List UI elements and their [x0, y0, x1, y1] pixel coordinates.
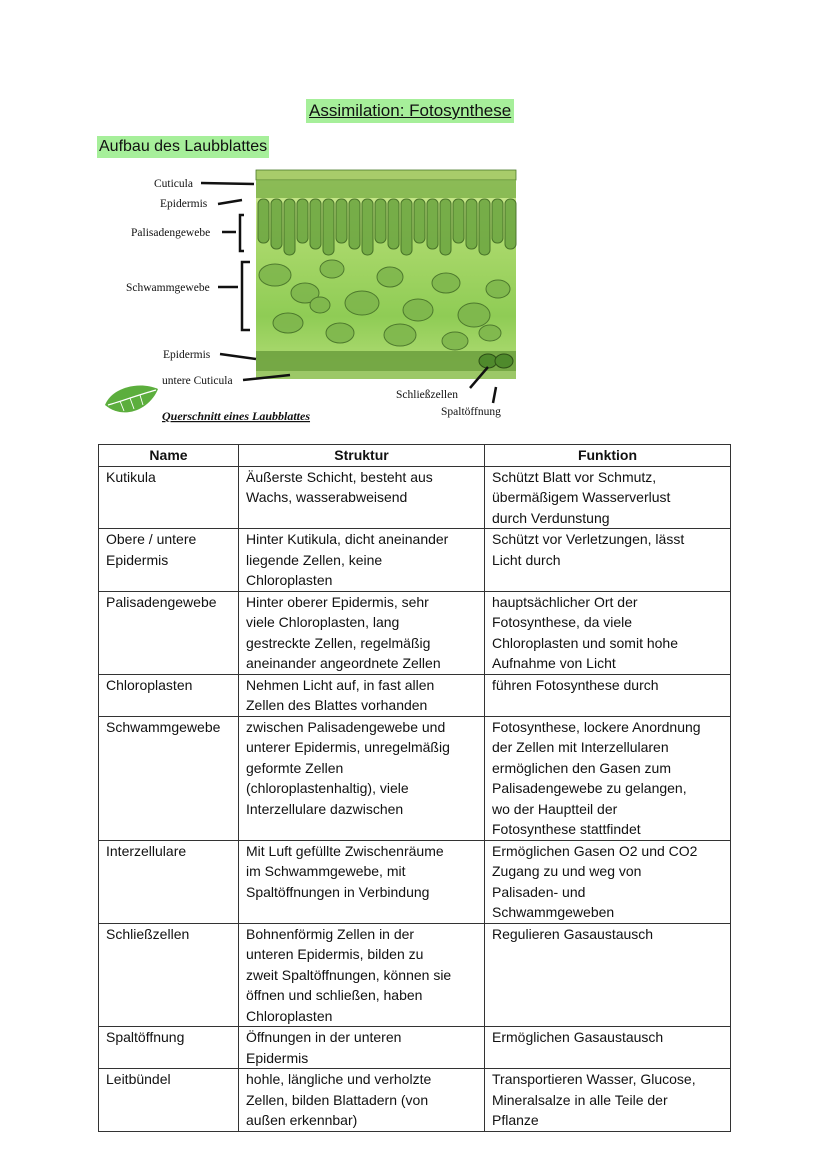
cell-line: gestreckte Zellen, regelmäßig [246, 634, 431, 651]
cell-line: Kutikula [106, 468, 156, 485]
cell-line: Zellen des Blattes vorhanden [246, 697, 428, 713]
label-cuticula: Cuticula [154, 178, 193, 190]
cell-line: Ermöglichen Gasaustausch [492, 1029, 664, 1045]
cell-line: durch Verdunstung [492, 509, 610, 526]
cell-line: Ermöglichen Gasen O2 und CO2 [492, 842, 698, 859]
cell-line: Zugang zu und weg von [492, 863, 642, 879]
cell-line: Schwammgewebe [106, 718, 221, 735]
cell-line: wo der Hauptteil der [492, 800, 618, 817]
table-row [99, 466, 731, 529]
cell-line: Fotosynthese, da viele [492, 614, 633, 630]
cell-line: Spaltöffnung [106, 1029, 185, 1045]
table-row [99, 840, 731, 923]
cell-line: unterer Epidermis, unregelmäßig [246, 739, 450, 755]
cell-struktur [239, 1069, 485, 1132]
cell-line: Chloroplasten [106, 676, 193, 693]
table-row [99, 529, 731, 592]
cell-struktur [239, 840, 485, 923]
cell-funktion [485, 1069, 731, 1132]
cell-funktion [485, 840, 731, 923]
table-row [99, 591, 731, 674]
cell-line: Obere / untere [106, 531, 197, 547]
figure-caption: Querschnitt eines Laubblattes [162, 409, 311, 423]
cell-line: Chloroplasten und somit hohe [492, 634, 679, 651]
label-lower-cuticula: untere Cuticula [162, 375, 233, 387]
cell-line: Palisadengewebe [106, 593, 217, 610]
cell-struktur [239, 674, 485, 716]
cell-funktion [485, 923, 731, 1027]
cell-line: Hinter oberer Epidermis, sehr [246, 593, 429, 610]
cell-line: Chloroplasten [246, 1007, 333, 1024]
cell-line: Interzellulare dazwischen [246, 800, 404, 817]
leaf-structure-table [98, 444, 731, 1132]
cell-line: aneinander angeordnete Zellen [246, 655, 441, 671]
cell-line: zwischen Palisadengewebe und [246, 718, 446, 735]
cell-line: Zellen, bilden Blattadern (von [246, 1091, 429, 1108]
cell-line: Palisaden- und [492, 883, 586, 900]
cell-line: hohle, längliche und verholzte [246, 1071, 432, 1087]
cell-struktur [239, 1027, 485, 1069]
cell-line: Öffnungen in der unteren [246, 1029, 402, 1045]
table-row [99, 716, 731, 840]
cell-line: im Schwammgewebe, mit [246, 863, 406, 879]
cell-line: Licht durch [492, 551, 561, 568]
cell-line: zweit Spaltöffnungen, können sie [246, 966, 452, 983]
cell-funktion [485, 716, 731, 840]
cell-line: ermöglichen den Gasen zum [492, 759, 671, 776]
cell-line: Spaltöffnungen in Verbindung [246, 883, 430, 900]
table-row [99, 923, 731, 1027]
label-epidermis-top: Epidermis [160, 198, 208, 210]
cell-line: der Zellen mit Interzellularen [492, 739, 669, 755]
cell-line: viele Chloroplasten, lang [246, 614, 400, 630]
cell-line: Aufnahme von Licht [492, 655, 616, 671]
cell-line: Interzellulare [106, 842, 187, 859]
cell-line: Nehmen Licht auf, in fast allen [246, 676, 435, 693]
column-header-name: Name [99, 445, 239, 467]
section-heading: Aufbau des Laubblattes [97, 136, 269, 158]
cell-line: Mineralsalze in alle Teile der [492, 1091, 668, 1108]
cell-line: außen erkennbar) [246, 1112, 358, 1128]
micrograph [256, 170, 516, 379]
cell-line: liegende Zellen, keine [246, 551, 383, 568]
cell-name [99, 840, 239, 923]
cell-line: Regulieren Gasaustausch [492, 925, 654, 942]
label-sponge: Schwammgewebe [126, 282, 210, 294]
cell-name [99, 674, 239, 716]
cell-struktur [239, 466, 485, 529]
column-header-struktur: Struktur [239, 445, 485, 467]
cell-struktur [239, 923, 485, 1027]
cell-line: Schließzellen [106, 925, 190, 942]
cell-name [99, 529, 239, 592]
cell-funktion [485, 1027, 731, 1069]
cell-funktion [485, 591, 731, 674]
cell-struktur [239, 716, 485, 840]
cell-line: Epidermis [246, 1049, 309, 1066]
cell-line: geformte Zellen [246, 759, 344, 776]
cell-line: unteren Epidermis, bilden zu [246, 946, 424, 962]
cell-line: übermäßigem Wasserverlust [492, 489, 671, 505]
cell-line: Schützt Blatt vor Schmutz, [492, 468, 657, 485]
cell-funktion [485, 529, 731, 592]
leaf-cross-section-figure [100, 165, 530, 427]
cell-name [99, 716, 239, 840]
cell-name [99, 923, 239, 1027]
cell-line: Fotosynthese, lockere Anordnung [492, 718, 701, 735]
cell-line: Hinter Kutikula, dicht aneinander [246, 531, 449, 547]
cell-name [99, 1027, 239, 1069]
column-header-funktion: Funktion [485, 445, 731, 467]
cell-name [99, 1069, 239, 1132]
cell-line: hauptsächlicher Ort der [492, 593, 638, 610]
table-row [99, 1069, 731, 1132]
label-palisade: Palisadengewebe [131, 227, 211, 239]
cell-struktur [239, 529, 485, 592]
cell-line: Epidermis [106, 551, 169, 568]
cell-line: Palisadengewebe zu gelangen, [492, 780, 687, 796]
cell-struktur [239, 591, 485, 674]
table-row [99, 674, 731, 716]
cell-line: Leitbündel [106, 1071, 171, 1087]
cell-line: Äußerste Schicht, besteht aus [246, 468, 433, 485]
table-row [99, 1027, 731, 1069]
label-epidermis-bottom: Epidermis [163, 349, 211, 361]
cell-line: Schwammgeweben [492, 904, 615, 920]
cell-line: Fotosynthese stattfindet [492, 821, 641, 837]
cell-name [99, 591, 239, 674]
page-title: Assimilation: Fotosynthese [306, 99, 514, 123]
cell-line: Chloroplasten [246, 572, 333, 588]
cell-line: führen Fotosynthese durch [492, 676, 659, 693]
label-stoma: Spaltöffnung [441, 406, 501, 418]
leaf-icon [105, 386, 158, 413]
cell-name [99, 466, 239, 529]
table-header-row [99, 445, 731, 467]
cell-funktion [485, 674, 731, 716]
cell-line: (chloroplastenhaltig), viele [246, 780, 409, 796]
cell-line: Schützt vor Verletzungen, lässt [492, 531, 685, 547]
cell-funktion [485, 466, 731, 529]
cell-line: öffnen und schließen, haben [246, 987, 423, 1003]
cell-line: Bohnenförmig Zellen in der [246, 925, 415, 942]
label-guard-cells: Schließzellen [396, 389, 458, 401]
cell-line: Mit Luft gefüllte Zwischenräume [246, 842, 444, 859]
cell-line: Pflanze [492, 1112, 539, 1128]
cell-line: Transportieren Wasser, Glucose, [492, 1071, 696, 1087]
cell-line: Wachs, wasserabweisend [246, 489, 408, 505]
